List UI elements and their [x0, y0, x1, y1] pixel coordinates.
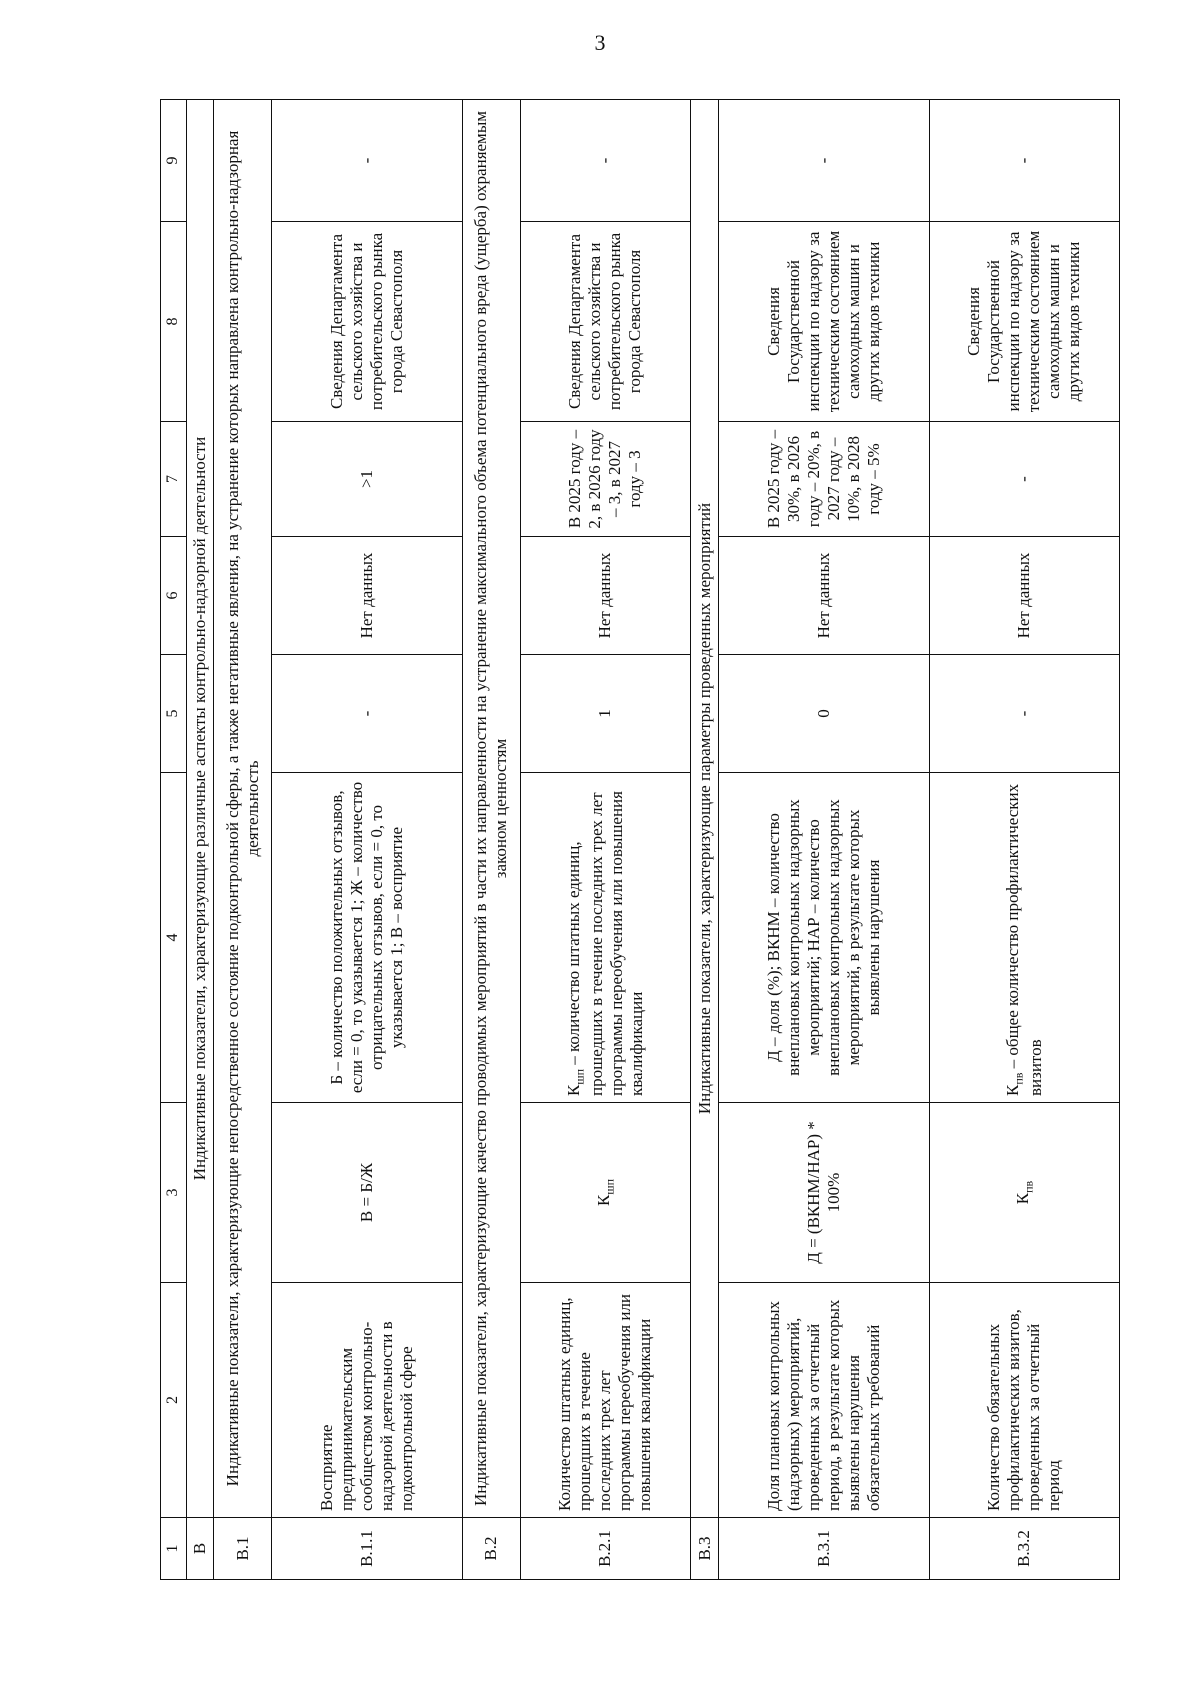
indicator-formula: [929, 1103, 1119, 1283]
row-code: В.2.1: [520, 1518, 690, 1580]
row-code: В.3.1: [719, 1518, 929, 1580]
base-value: -: [272, 655, 462, 773]
base-value: -: [929, 655, 1119, 773]
formula-subscript: шп: [602, 1179, 617, 1195]
row-code: В.1.1: [272, 1518, 462, 1580]
base-value: 1: [520, 655, 690, 773]
section-code: В.1: [214, 1518, 272, 1580]
column-number: 9: [161, 100, 187, 222]
table-row: [272, 100, 462, 1580]
table-row: [929, 100, 1119, 1580]
column-number: 1: [161, 1518, 187, 1580]
column-number: 2: [161, 1283, 187, 1518]
current-value: Нет данных: [719, 537, 929, 655]
description-subscript: шп: [572, 1068, 587, 1085]
indicator-description: [520, 773, 690, 1103]
data-source: Сведения Департамента сельского хозяйства и потребительского рынка города Севастополя: [272, 222, 462, 422]
section-title: Индикативные показатели, характеризующие непосредственное состояние подконтрольной сферы, а также негативные явления, на устранение которых направлена контрольно-надзорная деятельность: [214, 100, 272, 1518]
section-code: В: [186, 1518, 213, 1580]
indicator-formula: В = Б/Ж: [272, 1103, 462, 1283]
formula-subscript: пв: [1021, 1180, 1036, 1193]
indicators-table: [160, 99, 1120, 1580]
formula-main: К: [1012, 1192, 1032, 1205]
column-number: 5: [161, 655, 187, 773]
description-subscript: пв: [1011, 1072, 1026, 1085]
description-text: – общее количество профилактических визитов: [1002, 783, 1045, 1096]
formula-main: К: [594, 1194, 614, 1207]
current-value: Нет данных: [929, 537, 1119, 655]
description-main: К: [1002, 1084, 1022, 1096]
section-title: Индикативные показатели, характеризующие различные аспекты контрольно-надзорной деятельности: [186, 100, 213, 1518]
table-row: [719, 100, 929, 1580]
indicator-name: Количество штатных единиц, прошедших в течение последних трех лет программы переобучения или повышения квалификации: [520, 1283, 690, 1518]
target-value: В 2025 году – 2, в 2026 году – 3, в 2027 году – 3: [520, 422, 690, 537]
section-row: [462, 100, 520, 1580]
column-number: 8: [161, 222, 187, 422]
column-number: 3: [161, 1103, 187, 1283]
indicator-name: Доля плановых контрольных (надзорных) мероприятий, проведенных за отчетный период, в результате которых выявлены нарушения обязательных требований: [719, 1283, 929, 1518]
indicator-name: Восприятие предпринимательским сообществом контрольно-надзорной деятельности в подконтрольной сфере: [272, 1283, 462, 1518]
rotated-table-content: [160, 100, 1120, 1580]
section-row: [214, 100, 272, 1580]
indicator-name: Количество обязательных профилактических визитов, проведенных за отчетный период: [929, 1283, 1119, 1518]
section-row: [186, 100, 213, 1580]
current-value: Нет данных: [272, 537, 462, 655]
section-row: [691, 100, 719, 1580]
target-value: В 2025 году – 30%, в 2026 году – 20%, в 2027 году – 10%, в 2028 году – 5%: [719, 422, 929, 537]
data-source: Сведения Государственной инспекции по надзору за техническим состоянием самоходных машин и других видов техники: [929, 222, 1119, 422]
section-code: В.2: [462, 1518, 520, 1580]
description-text: – количество штатных единиц, прошедших в течение последних трех лет программы переобучения или повышения квалификации: [564, 791, 646, 1096]
data-source: Сведения Департамента сельского хозяйства и потребительского рынка города Севастополя: [520, 222, 690, 422]
note: -: [272, 100, 462, 222]
column-number: 6: [161, 537, 187, 655]
row-code: В.3.2: [929, 1518, 1119, 1580]
page-number: 3: [594, 30, 606, 55]
base-value: 0: [719, 655, 929, 773]
note: -: [520, 100, 690, 222]
section-code: В.3: [691, 1518, 719, 1580]
description-main: К: [564, 1084, 583, 1096]
column-number: 7: [161, 422, 187, 537]
note: -: [929, 100, 1119, 222]
current-value: Нет данных: [520, 537, 690, 655]
column-number: 4: [161, 773, 187, 1103]
indicator-formula: [520, 1103, 690, 1283]
section-title: Индикативные показатели, характеризующие параметры проведенных мероприятий: [691, 100, 719, 1518]
indicator-description: Б – количество положительных отзывов, если = 0, то указывается 1; Ж – количество отрицательных отзывов, если = 0, то указывается 1; В – восприятие: [272, 773, 462, 1103]
target-value: >1: [272, 422, 462, 537]
target-value: -: [929, 422, 1119, 537]
note: -: [719, 100, 929, 222]
column-number-row: [161, 100, 187, 1580]
section-title: Индикативные показатели, характеризующие качество проводимых мероприятий в части их направленности на устранение максимального объема потенциального вреда (ущерба) охраняемым законом ценностям: [462, 100, 520, 1518]
table-row: [520, 100, 690, 1580]
indicator-description: Д – доля (%); ВКНМ – количество внеплановых контрольных надзорных мероприятий; НАР – количество внеплановых контрольных надзорных мероприятий, в результате которых выявлены нарушения: [719, 773, 929, 1103]
indicator-formula: Д = (ВКНМ/НАР) * 100%: [719, 1103, 929, 1283]
rotated-table-frame: [160, 100, 1200, 1567]
indicator-description: [929, 773, 1119, 1103]
data-source: Сведения Государственной инспекции по надзору за техническим состоянием самоходных машин и других видов техники: [719, 222, 929, 422]
